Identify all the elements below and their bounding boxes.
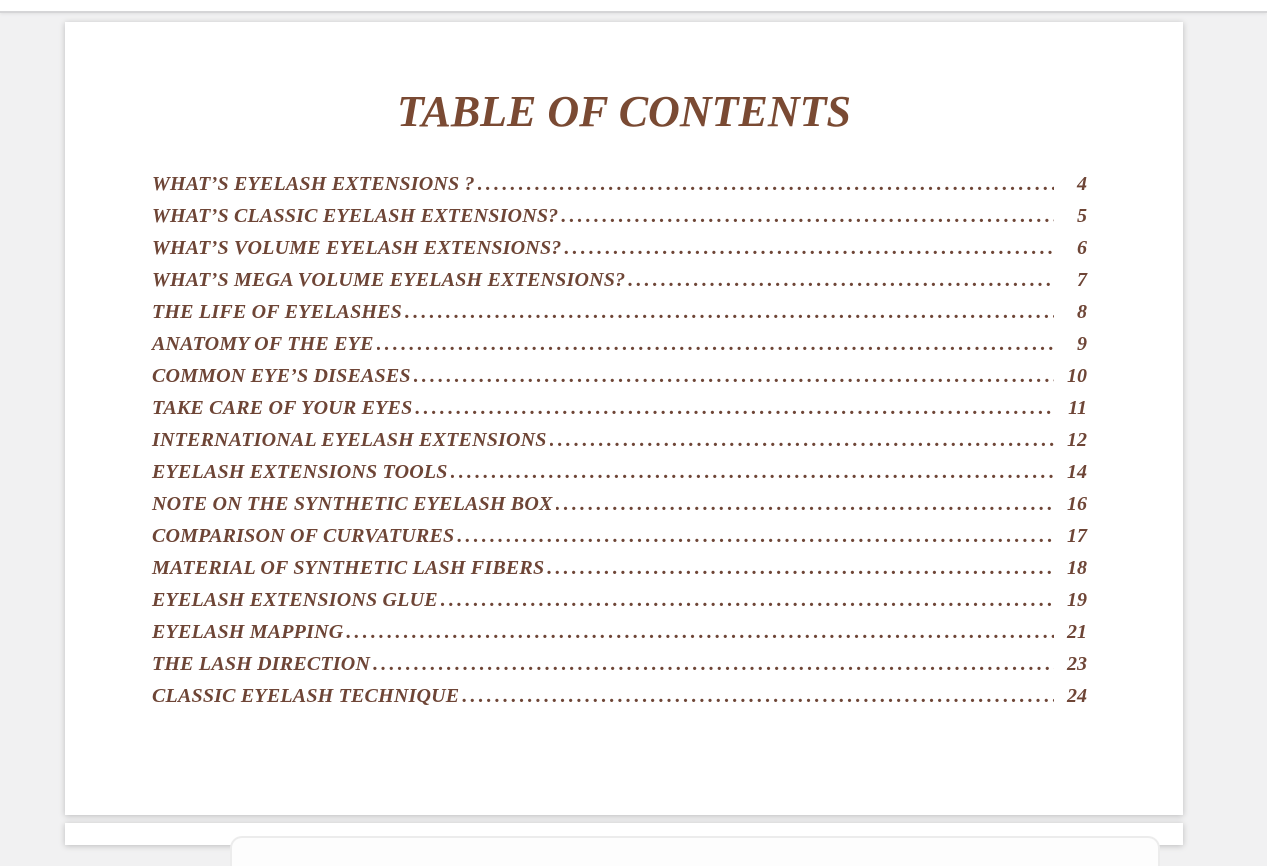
toc-entry-label: ANATOMY OF THE EYE (152, 328, 374, 360)
document-page-1 (65, 22, 1183, 815)
toc-entry-page-number: 23 (1059, 648, 1087, 680)
toc-entry-label: COMMON EYE’S DISEASES (152, 360, 411, 392)
toc-dot-leader (550, 424, 1054, 456)
toc-entry-page-number: 24 (1059, 680, 1087, 712)
toc-entry-page-number: 8 (1059, 296, 1087, 328)
toc-entry-page-number: 7 (1059, 264, 1087, 296)
toc-entry-label: EYELASH EXTENSIONS GLUE (152, 584, 438, 616)
toc-dot-leader (377, 328, 1054, 360)
toc-entry-page-number: 6 (1059, 232, 1087, 264)
toc-entry-label: EYELASH EXTENSIONS TOOLS (152, 456, 448, 488)
toc-entry-label: MATERIAL OF SYNTHETIC LASH FIBERS (152, 552, 544, 584)
toc-entry[interactable] (152, 296, 1087, 328)
toc-entry-label: THE LIFE OF EYELASHES (152, 296, 402, 328)
toc-entry[interactable] (152, 552, 1087, 584)
toc-entry-label: THE LASH DIRECTION (152, 648, 370, 680)
toc-dot-leader (451, 456, 1054, 488)
toc-entry-label: INTERNATIONAL EYELASH EXTENSIONS (152, 424, 547, 456)
toc-dot-leader (556, 488, 1054, 520)
toc-entry-page-number: 5 (1059, 200, 1087, 232)
toc-dot-leader (628, 264, 1054, 296)
toc-entry-label: WHAT’S MEGA VOLUME EYELASH EXTENSIONS? (152, 264, 625, 296)
toc-dot-leader (405, 296, 1054, 328)
toc-entry[interactable] (152, 648, 1087, 680)
toc-entry[interactable] (152, 328, 1087, 360)
toc-dot-leader (564, 232, 1054, 264)
toc-entry-page-number: 21 (1059, 616, 1087, 648)
toc-entry-label: NOTE ON THE SYNTHETIC EYELASH BOX (152, 488, 553, 520)
toc-entry-page-number: 11 (1059, 392, 1087, 424)
toc-dot-leader (547, 552, 1054, 584)
toc-entry[interactable] (152, 520, 1087, 552)
toc-dot-leader (414, 360, 1054, 392)
toc-entry-page-number: 16 (1059, 488, 1087, 520)
document-viewer (0, 15, 1267, 845)
toc-entry-page-number: 18 (1059, 552, 1087, 584)
toc-list (152, 168, 1087, 712)
toc-dot-leader (415, 392, 1054, 424)
browser-chrome-edge (0, 0, 1267, 13)
toc-entry[interactable] (152, 360, 1087, 392)
toc-entry[interactable] (152, 424, 1087, 456)
toc-dot-leader (561, 200, 1054, 232)
toc-entry-page-number: 19 (1059, 584, 1087, 616)
toc-entry[interactable] (152, 584, 1087, 616)
next-page-content-frame (230, 836, 1160, 866)
toc-dot-leader (462, 680, 1054, 712)
toc-entry-label: WHAT’S CLASSIC EYELASH EXTENSIONS? (152, 200, 558, 232)
toc-title: TABLE OF CONTENTS (65, 88, 1183, 136)
toc-entry[interactable] (152, 264, 1087, 296)
toc-entry[interactable] (152, 232, 1087, 264)
document-page-2-top-sliver (65, 823, 1183, 845)
toc-entry[interactable] (152, 168, 1087, 200)
toc-entry-label: CLASSIC EYELASH TECHNIQUE (152, 680, 459, 712)
toc-dot-leader (457, 520, 1054, 552)
toc-entry[interactable] (152, 200, 1087, 232)
toc-entry-page-number: 4 (1059, 168, 1087, 200)
toc-entry-page-number: 10 (1059, 360, 1087, 392)
toc-entry-label: COMPARISON OF CURVATURES (152, 520, 454, 552)
toc-entry[interactable] (152, 488, 1087, 520)
toc-dot-leader (346, 616, 1054, 648)
toc-entry-page-number: 17 (1059, 520, 1087, 552)
toc-entry[interactable] (152, 456, 1087, 488)
toc-entry[interactable] (152, 680, 1087, 712)
toc-entry-label: EYELASH MAPPING (152, 616, 343, 648)
toc-dot-leader (441, 584, 1054, 616)
toc-entry-label: WHAT’S VOLUME EYELASH EXTENSIONS? (152, 232, 561, 264)
toc-entry-page-number: 12 (1059, 424, 1087, 456)
toc-entry-page-number: 14 (1059, 456, 1087, 488)
toc-entry[interactable] (152, 616, 1087, 648)
toc-entry-label: WHAT’S EYELASH EXTENSIONS ? (152, 168, 475, 200)
toc-entry[interactable] (152, 392, 1087, 424)
toc-dot-leader (373, 648, 1054, 680)
toc-dot-leader (478, 168, 1054, 200)
toc-entry-label: TAKE CARE OF YOUR EYES (152, 392, 412, 424)
toc-entry-page-number: 9 (1059, 328, 1087, 360)
